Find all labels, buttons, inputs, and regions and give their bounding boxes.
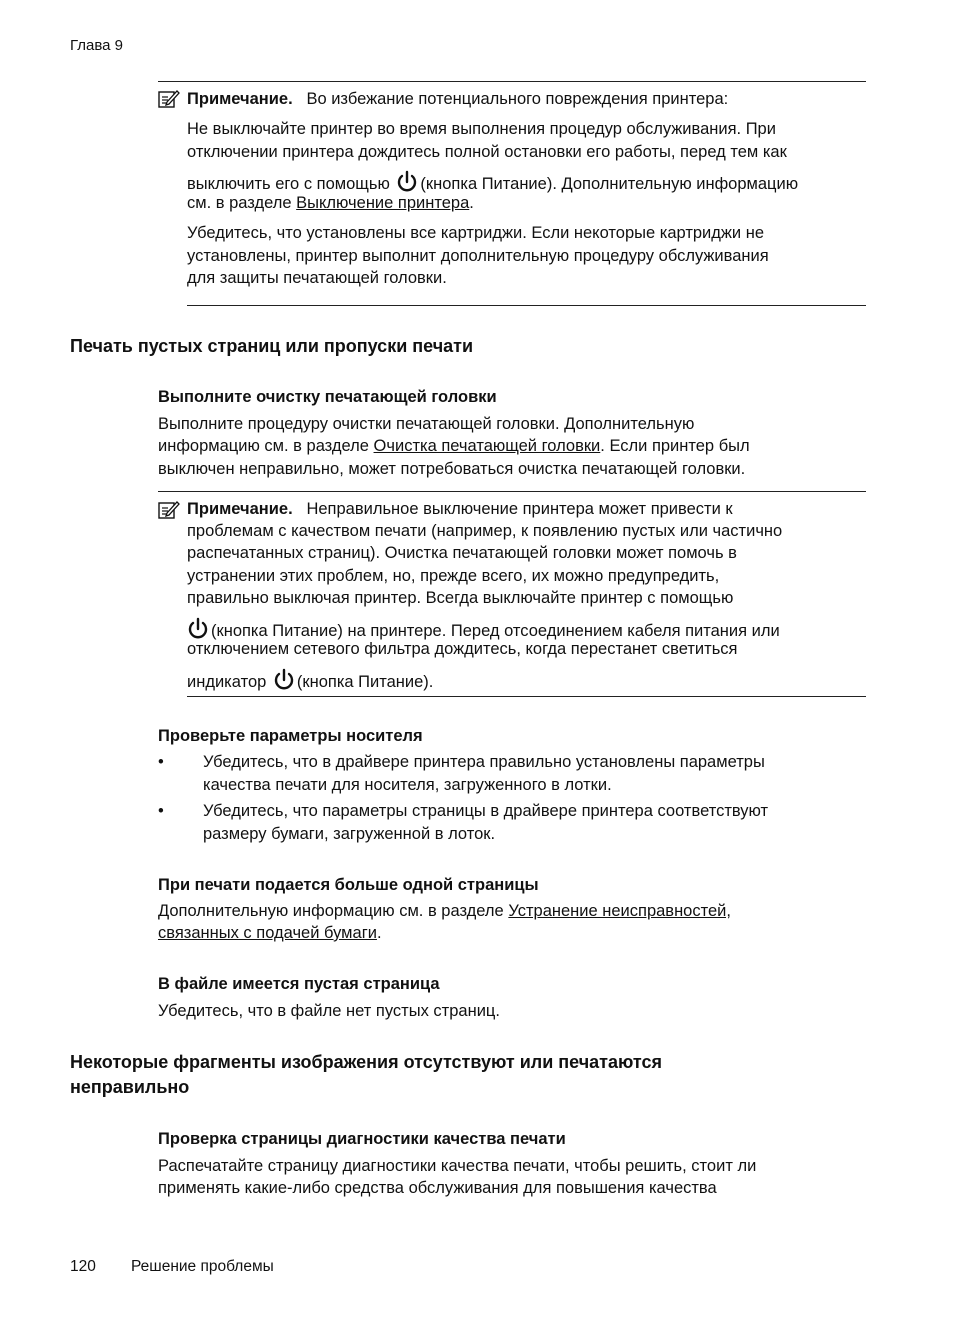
- note2-text: устранении этих проблем, но, прежде всего, их можно предупредить,: [187, 567, 720, 585]
- body-link-line: [158, 901, 731, 921]
- body-text: Дополнительную информацию см. в разделе: [158, 902, 504, 920]
- note-top-rule: [158, 491, 866, 492]
- note1-text: для защиты печатающей головки.: [187, 269, 447, 287]
- link-paper-feed[interactable]: Устранение неисправностей,: [508, 902, 731, 920]
- note2-text: проблемам с качеством печати (например, к появлению пустых или частично: [187, 522, 783, 540]
- body-text: Распечатайте страницу диагностики качества печати, чтобы решить, стоит ли: [158, 1157, 757, 1175]
- note-bottom-rule: [187, 696, 866, 697]
- note2-first-line: [187, 499, 733, 519]
- list-item-text: размеру бумаги, загруженной в лоток.: [203, 825, 496, 843]
- note2-text: (кнопка Питание) на принтере. Перед отсоединением кабеля питания или: [211, 622, 780, 640]
- note1-text: выключить его с помощью: [187, 175, 390, 193]
- body-text: Убедитесь, что в файле нет пустых страниц.: [158, 1002, 500, 1020]
- note1-text: (кнопка Питание). Дополнительную информацию: [420, 175, 799, 193]
- section-title: Некоторые фрагменты изображения отсутствуют или печатаются: [70, 1052, 663, 1072]
- note-bottom-rule: [187, 305, 866, 306]
- body-link-line: [158, 923, 382, 943]
- body-link-line: [158, 436, 750, 456]
- note2-text: отключением сетевого фильтра дождитесь, когда перестанет светиться: [187, 640, 738, 658]
- subsection-title: При печати подается больше одной страницы: [158, 876, 539, 894]
- period: .: [469, 194, 474, 212]
- subsection-title: Выполните очистку печатающей головки: [158, 388, 497, 406]
- bullet: •: [158, 753, 164, 771]
- note2-icon-line: [185, 617, 780, 641]
- note1-link-line: [187, 193, 474, 213]
- footer-section: Решение проблемы: [131, 1258, 274, 1275]
- page-number: 120: [70, 1258, 96, 1275]
- bullet: •: [158, 802, 164, 820]
- note-pencil-icon: [158, 500, 180, 520]
- note2-text: правильно выключая принтер. Всегда выключайте принтер с помощью: [187, 589, 734, 607]
- link-head-cleaning[interactable]: Очистка печатающей головки: [373, 437, 601, 455]
- subsection-title: Проверка страницы диагностики качества печати: [158, 1130, 566, 1148]
- note1-label: Примечание.: [187, 90, 293, 108]
- list-item-text: качества печати для носителя, загруженного в лотки.: [203, 776, 612, 794]
- chapter-header: Глава 9: [70, 37, 124, 54]
- note1-text: см. в разделе: [187, 194, 292, 212]
- note2-label: Примечание.: [187, 500, 293, 518]
- body-text: . Если принтер был: [600, 437, 750, 455]
- note2-text: Неправильное выключение принтера может привести к: [306, 500, 733, 518]
- note1-text: Не выключайте принтер во время выполнения процедур обслуживания. При: [187, 120, 776, 138]
- note2-text: индикатор: [187, 673, 267, 691]
- note1-text: Убедитесь, что установлены все картриджи. Если некоторые картриджи не: [187, 224, 765, 242]
- note-top-rule: [158, 81, 866, 82]
- power-button-icon: [273, 668, 295, 692]
- link-paper-feed[interactable]: связанных с подачей бумаги: [158, 924, 377, 942]
- note1-text: установлены, принтер выполнит дополнительную процедуру обслуживания: [187, 247, 769, 265]
- note-pencil-icon: [158, 89, 180, 109]
- note1-first-line: [187, 89, 728, 109]
- note1-text: отключении принтера дождитесь полной остановки его работы, перед тем как: [187, 143, 787, 161]
- subsection-title: Проверьте параметры носителя: [158, 727, 423, 745]
- body-text: выключен неправильно, может потребоваться очистка печатающей головки.: [158, 460, 746, 478]
- note1-text-with-icon: [187, 170, 798, 194]
- list-item-text: Убедитесь, что параметры страницы в драйвере принтера соответствуют: [203, 802, 769, 820]
- subsection-title: В файле имеется пустая страница: [158, 975, 440, 993]
- power-button-icon: [187, 617, 209, 641]
- section-title: неправильно: [70, 1077, 190, 1097]
- period: .: [376, 924, 382, 942]
- note1-intro: Во избежание потенциального повреждения принтера:: [306, 90, 729, 108]
- body-text: применять какие-либо средства обслуживания для повышения качества: [158, 1179, 717, 1197]
- body-text: информацию см. в разделе: [158, 437, 369, 455]
- link-printer-off[interactable]: Выключение принтера: [296, 194, 470, 212]
- power-button-icon: [396, 170, 418, 194]
- note2-icon-line: [187, 668, 433, 692]
- body-text: Выполните процедуру очистки печатающей головки. Дополнительную: [158, 415, 695, 433]
- list-item-text: Убедитесь, что в драйвере принтера правильно установлены параметры: [203, 753, 765, 771]
- section-title: Печать пустых страниц или пропуски печати: [70, 336, 474, 356]
- note2-text: (кнопка Питание).: [296, 673, 434, 691]
- note2-text: распечатанных страниц). Очистка печатающей головки может помочь в: [187, 544, 737, 562]
